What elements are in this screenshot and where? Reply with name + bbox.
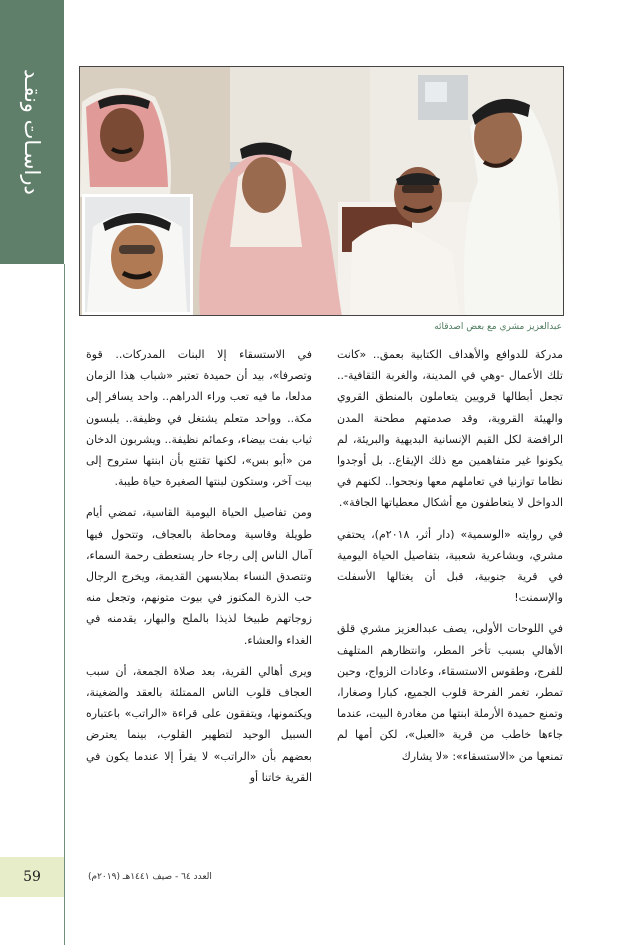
left-rule <box>64 264 65 945</box>
issue-info: العدد ٦٤ - صيف ١٤٤١هـ (٢٠١٩م) <box>88 872 212 882</box>
paragraph: ويرى أهالي القرية، بعد صلاة الجمعة، أن سبب العجاف قلوب الناس الممتلئة بالعقد والضغينة، ويكتمونها، ويتفقون على قراءة «الراتب» باعتباره السبيل الوحيد لتطهير القلوب، بينما يعترض بعضهم بأن «الراتب» لا يقرأ إلا عندما يكون في القرية خاتنا أو <box>86 664 312 784</box>
inset-portrait <box>82 194 193 315</box>
portrait-illustration <box>85 197 190 312</box>
paragraph: مدركة للدوافع والأهداف الكتابية بعمق.. «كانت تلك الأعمال -وهي في المدينة، والغربة الثقافية-.. تجعل أبطالها قرويين يتعاملون بالمنطق القروي والهيئة القروية، وقد صدمتهم مطحنة المدن الرافضة لكل القيم الإنسانية البديهية والبريئة، لم يكونوا غير متفاهمين مع ذلك الإيقاع.. بل أوجدوا نظاما توازنيا في تعاملهم معها ونجحوا.. لكنهم في الدواخل لا يتعاطفون مع أشكال معطياتها الجافة». <box>337 348 563 510</box>
text-column-left <box>86 344 312 798</box>
text-column-right <box>337 344 563 777</box>
paragraph: في اللوحات الأولى، يصف عبدالعزيز مشري قلق الأهالي بسبب تأخر المطر، وانتظارهم المتلهف للفرج، وطقوس الاستسقاء، وعادات الزواج، وحين تمطر، تغمر الفرحة قلوب الجميع، كبارا وصغارا، وتمنع حميدة الأرملة ابنتها من مغادرة البيت، عندما جاءها خاطب من قرية «العبل»، لكن أمها لم تمنعها من «الاستسقاء»: «لا يشارك <box>337 622 563 763</box>
page-number: 59 <box>23 869 41 885</box>
paragraph: في الاستسقاء إلا البنات المدركات.. قوة وتصرفا»، بيد أن حميدة تعتبر «شباب هذا الزمان مدلعا، ما فيه تعب وراء الدراهم.. واحد يسافر إلى مكة.. وواحد متعلم يشتغل في وظيفة.. يلبسون ثياب بفت بيضاء، وعمائم نظيفة.. ويشربون الدخان من «أبو بس»، لكنها تقتنع بأن ابنتها ستروح إلى بيت آخر، وستكون لبنتها الصغيرة حياة طيبة. <box>86 348 312 489</box>
page-number-box <box>0 857 64 897</box>
section-label: دراسـات ونقـد <box>20 69 44 195</box>
section-tab <box>0 0 64 264</box>
photo-caption: عبدالعزيز مشري مع بعض اصدقائه <box>434 322 562 332</box>
paragraph: في روايته «الوسمية» (دار أثر، ٢٠١٨م)، يحتفي مشري، وبشاعرية شعبية، بتفاصيل الحياة اليومية في قرية جنوبية، قبل أن يغتالها الأسفلت والإسمنت! <box>337 527 563 605</box>
paragraph: ومن تفاصيل الحياة اليومية القاسية، تمضي أيام طويلة وقاسية ومحاطة بالعجاف، وتتحول فيها آمال الناس إلى رجاء حار يستعطف رحمة السماء، وتتصدق النساء بملابسهن القديمة، ويخرج الرجال حب الذرة المكنوز في بيوت متونهم، وتجعل منه زوجاتهم طبيخا لذيذا بالملح والبهار، يقدمنه في الغداء والعشاء. <box>86 506 312 647</box>
